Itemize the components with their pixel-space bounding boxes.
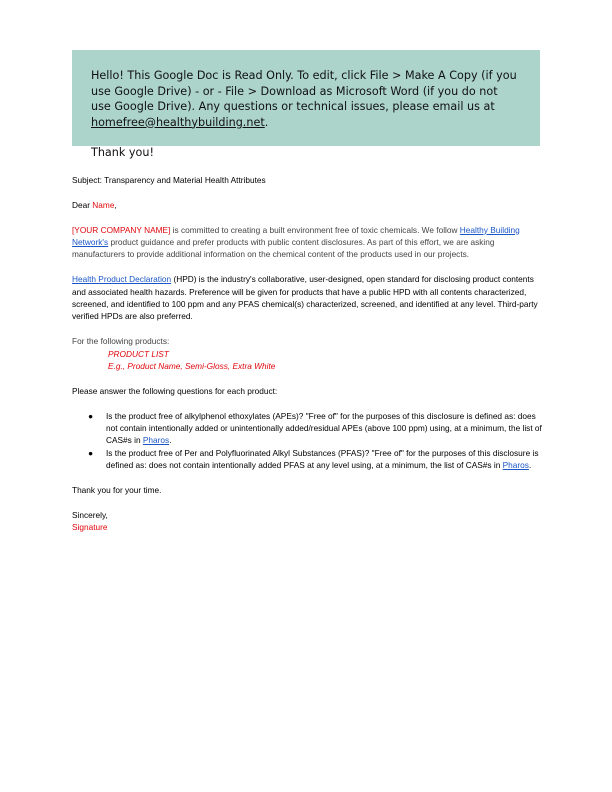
subject-line: Subject: Transparency and Material Health Attributes [72, 175, 266, 185]
for-following-products: For the following products: [72, 336, 170, 347]
list-item [88, 447, 542, 472]
product-example-placeholder: E.g., Product Name, Semi-Gloss, Extra White [108, 361, 276, 372]
question-text: Is the product free of alkylphenol ethoxylates (APEs)? "Free of" for the purposes of this disclosure is defined as: does not contain intentionally added or unintentionally added/residual APEs (above 100 ppm) using, at a minimum, the list of CAS#s in [106, 410, 542, 446]
intro-text-b: product guidance and prefer products with public content disclosures. As part of this effort, we are asking manufacturers to provide additional information on the chemical content of the products used in our projects. [72, 237, 495, 260]
please-answer-line: Please answer the following questions for each product: [72, 385, 278, 396]
hpd-paragraph [72, 273, 542, 323]
banner-message [91, 68, 520, 130]
greeting [72, 199, 542, 211]
greeting-name-placeholder: Name [92, 199, 115, 210]
list-item [88, 410, 542, 447]
question-text: Is the product free of Per and Polyfluorinated Alkyl Substances (PFAS)? "Free of" for the purposes of this disclosure is defined as: does not contain intentionally added PFAS at any level using, at a minimum, the list of CAS#s in [106, 447, 539, 471]
greeting-prefix: Dear [72, 199, 93, 210]
greeting-suffix: , [114, 199, 117, 210]
letter-body [72, 174, 542, 534]
contact-email-link[interactable]: homefree@healthybuilding.net [91, 115, 265, 129]
question-end: . [169, 435, 172, 446]
bullet-icon: ● [88, 447, 94, 458]
banner-thanks: Thank you! [91, 146, 154, 159]
product-list-placeholder: PRODUCT LIST [108, 348, 169, 359]
read-only-notice-banner [72, 50, 540, 159]
thank-you-line: Thank you for your time. [72, 485, 162, 496]
intro-text-a: is committed to creating a built environment free of toxic chemicals. We follow [170, 224, 460, 235]
hpd-text: (HPD) is the industry's collaborative, user-designed, open standard for disclosing product contents and associated health hazards. Preference will be given for products that have a public HPD with all contents characterized, screened, and identified to 100 ppm and any PFAS chemical(s) characterized, screened, and identified at any level. Third-party verified HPDs are also preferred. [72, 274, 538, 322]
company-name-placeholder: [YOUR COMPANY NAME] [72, 224, 171, 235]
health-product-declaration-link[interactable]: Health Product Declaration [72, 274, 172, 285]
question-list [72, 410, 542, 472]
question-end: . [528, 460, 532, 471]
sincerely-line: Sincerely, [72, 509, 108, 520]
signature-placeholder: Signature [72, 522, 108, 533]
pharos-link[interactable]: Pharos [142, 435, 170, 446]
banner-text: Hello! This Google Doc is Read Only. To edit, click File > Make A Copy (if you use Google Drive) - or - File > Download as Microsoft Word (if you do not use Google Drive). Any questions or technical issues, please email us at [91, 69, 517, 113]
intro-paragraph [72, 224, 542, 261]
pharos-link[interactable]: Pharos [502, 460, 529, 471]
bullet-icon: ● [88, 410, 94, 421]
banner-text-end: . [264, 115, 269, 129]
healthy-building-network-link[interactable]: Healthy Building Network's [72, 224, 520, 247]
